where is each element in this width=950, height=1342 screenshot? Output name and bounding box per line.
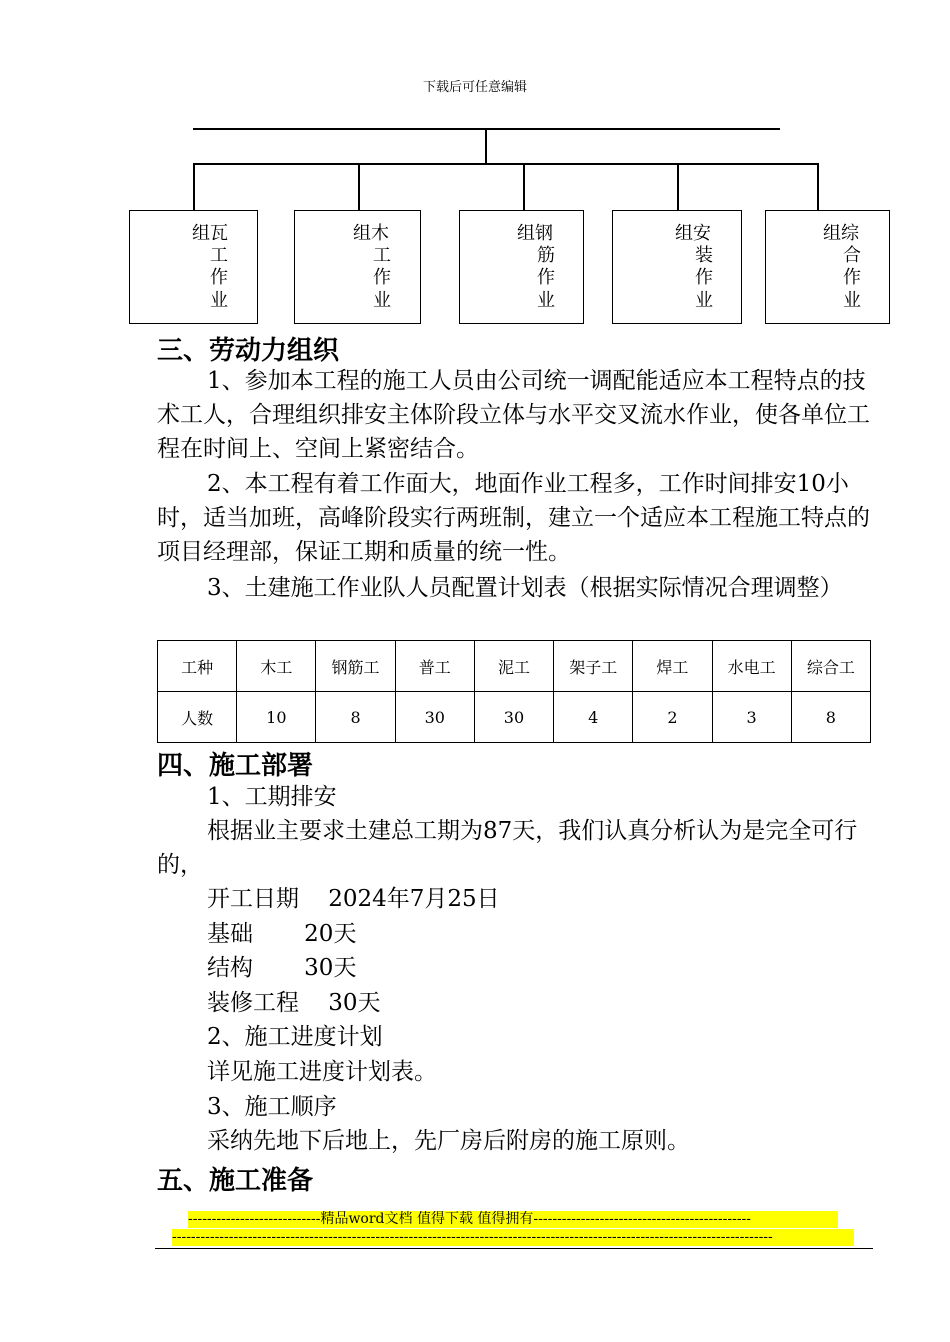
box-label-char: 业	[373, 290, 391, 311]
table-cell: 普工	[395, 641, 474, 692]
footer-rule	[155, 1248, 873, 1249]
section-4-sub-1: 1、工期排安	[207, 784, 337, 810]
page-header: 下载后可任意编辑	[422, 80, 527, 95]
table-cell: 8	[316, 692, 395, 743]
section-4-sub-2: 2、施工进度计划	[207, 1024, 383, 1050]
branch-drop-3	[523, 163, 525, 210]
box-label-char: 筋	[537, 245, 555, 266]
table-cell: 泥工	[474, 641, 553, 692]
table-cell: 木工	[237, 641, 316, 692]
box-label-char: 合	[843, 245, 861, 266]
box-label-first: 组综	[823, 223, 859, 244]
box-label-char: 业	[843, 290, 861, 311]
table-row	[158, 641, 871, 692]
table-row	[158, 692, 871, 743]
section-3-para-1: 1、参加本工程的施工人员由公司统一调配能适应本工程特点的技术工人，合理组织排安主体阶段立体与水平交叉流水作业，使各单位工程在时间上、空间上紧密结合。	[157, 368, 870, 462]
decoration-line: 装修工程 30天	[207, 990, 381, 1016]
structure-line: 结构 30天	[207, 955, 357, 981]
table-cell: 水电工	[712, 641, 791, 692]
section-4-sub-3: 3、施工顺序	[207, 1094, 337, 1120]
org-box-install-team	[612, 210, 742, 324]
table-cell: 30	[474, 692, 553, 743]
org-box-wood-team	[294, 210, 421, 324]
table-cell: 焊工	[633, 641, 712, 692]
box-label-first: 组安	[675, 223, 711, 244]
box-label-char: 作	[843, 267, 861, 288]
box-label-first: 组木	[353, 223, 389, 244]
section-3-para-2: 2、本工程有着工作面大，地面作业工程多，工作时间排安10小时，适当加班，高峰阶段实行两班制，建立一个适应本工程施工特点的项目经理部，保证工期和质量的统一性。	[157, 471, 870, 565]
staff-plan-table	[157, 640, 871, 743]
branch-line	[193, 163, 818, 165]
branch-drop-4	[677, 163, 679, 210]
box-label-char: 工	[373, 245, 391, 266]
box-label-char: 装	[695, 245, 713, 266]
foundation-line: 基础 20天	[207, 921, 357, 947]
branch-drop-1	[193, 163, 195, 210]
start-date-line: 开工日期 2024年7月25日	[207, 886, 500, 912]
table-cell: 8	[791, 692, 870, 743]
box-label-char: 作	[210, 267, 228, 288]
table-cell: 30	[395, 692, 474, 743]
table-cell: 2	[633, 692, 712, 743]
box-label-char: 业	[537, 290, 555, 311]
table-cell: 人数	[158, 692, 237, 743]
box-label-char: 作	[373, 267, 391, 288]
box-label-char: 作	[695, 267, 713, 288]
section-4-para-1: 根据业主要求土建总工期为87天，我们认真分析认为是完全可行的，	[157, 818, 858, 878]
branch-drop-5	[817, 163, 819, 210]
footer-banner-line-1: ----------------------------精品word文档 值得下载 值得拥有----------------------------------------------	[188, 1211, 838, 1228]
table-cell: 钢筋工	[316, 641, 395, 692]
table-cell: 工种	[158, 641, 237, 692]
top-line	[193, 128, 780, 130]
section-4-heading: 四、施工部署	[157, 751, 314, 781]
box-label-char: 工	[210, 245, 228, 266]
table-cell: 10	[237, 692, 316, 743]
table-cell: 综合工	[791, 641, 870, 692]
section-5-heading: 五、施工准备	[157, 1166, 314, 1196]
branch-drop-2	[358, 163, 360, 210]
org-box-tile-team	[129, 210, 258, 324]
section-3-heading: 三、劳动力组织	[157, 336, 340, 366]
box-label-first: 组钢	[517, 223, 553, 244]
table-cell: 3	[712, 692, 791, 743]
box-label-char: 业	[210, 290, 228, 311]
section-3-para-3: 3、土建施工作业队人员配置计划表（根据实际情况合理调整）	[207, 575, 843, 601]
org-box-rebar-team	[459, 210, 584, 324]
center-connector	[485, 128, 487, 164]
box-label-first: 组瓦	[192, 223, 228, 244]
footer-banner-line-2: -------------------------------------------------------------------------------------------------------------------------------	[172, 1229, 854, 1246]
org-box-general-team	[765, 210, 890, 324]
box-label-char: 业	[695, 290, 713, 311]
table-cell: 4	[554, 692, 633, 743]
section-4-detail-2: 详见施工进度计划表。	[207, 1059, 437, 1085]
section-4-detail-3: 采纳先地下后地上，先厂房后附房的施工原则。	[207, 1128, 690, 1154]
table-cell: 架子工	[554, 641, 633, 692]
box-label-char: 作	[537, 267, 555, 288]
